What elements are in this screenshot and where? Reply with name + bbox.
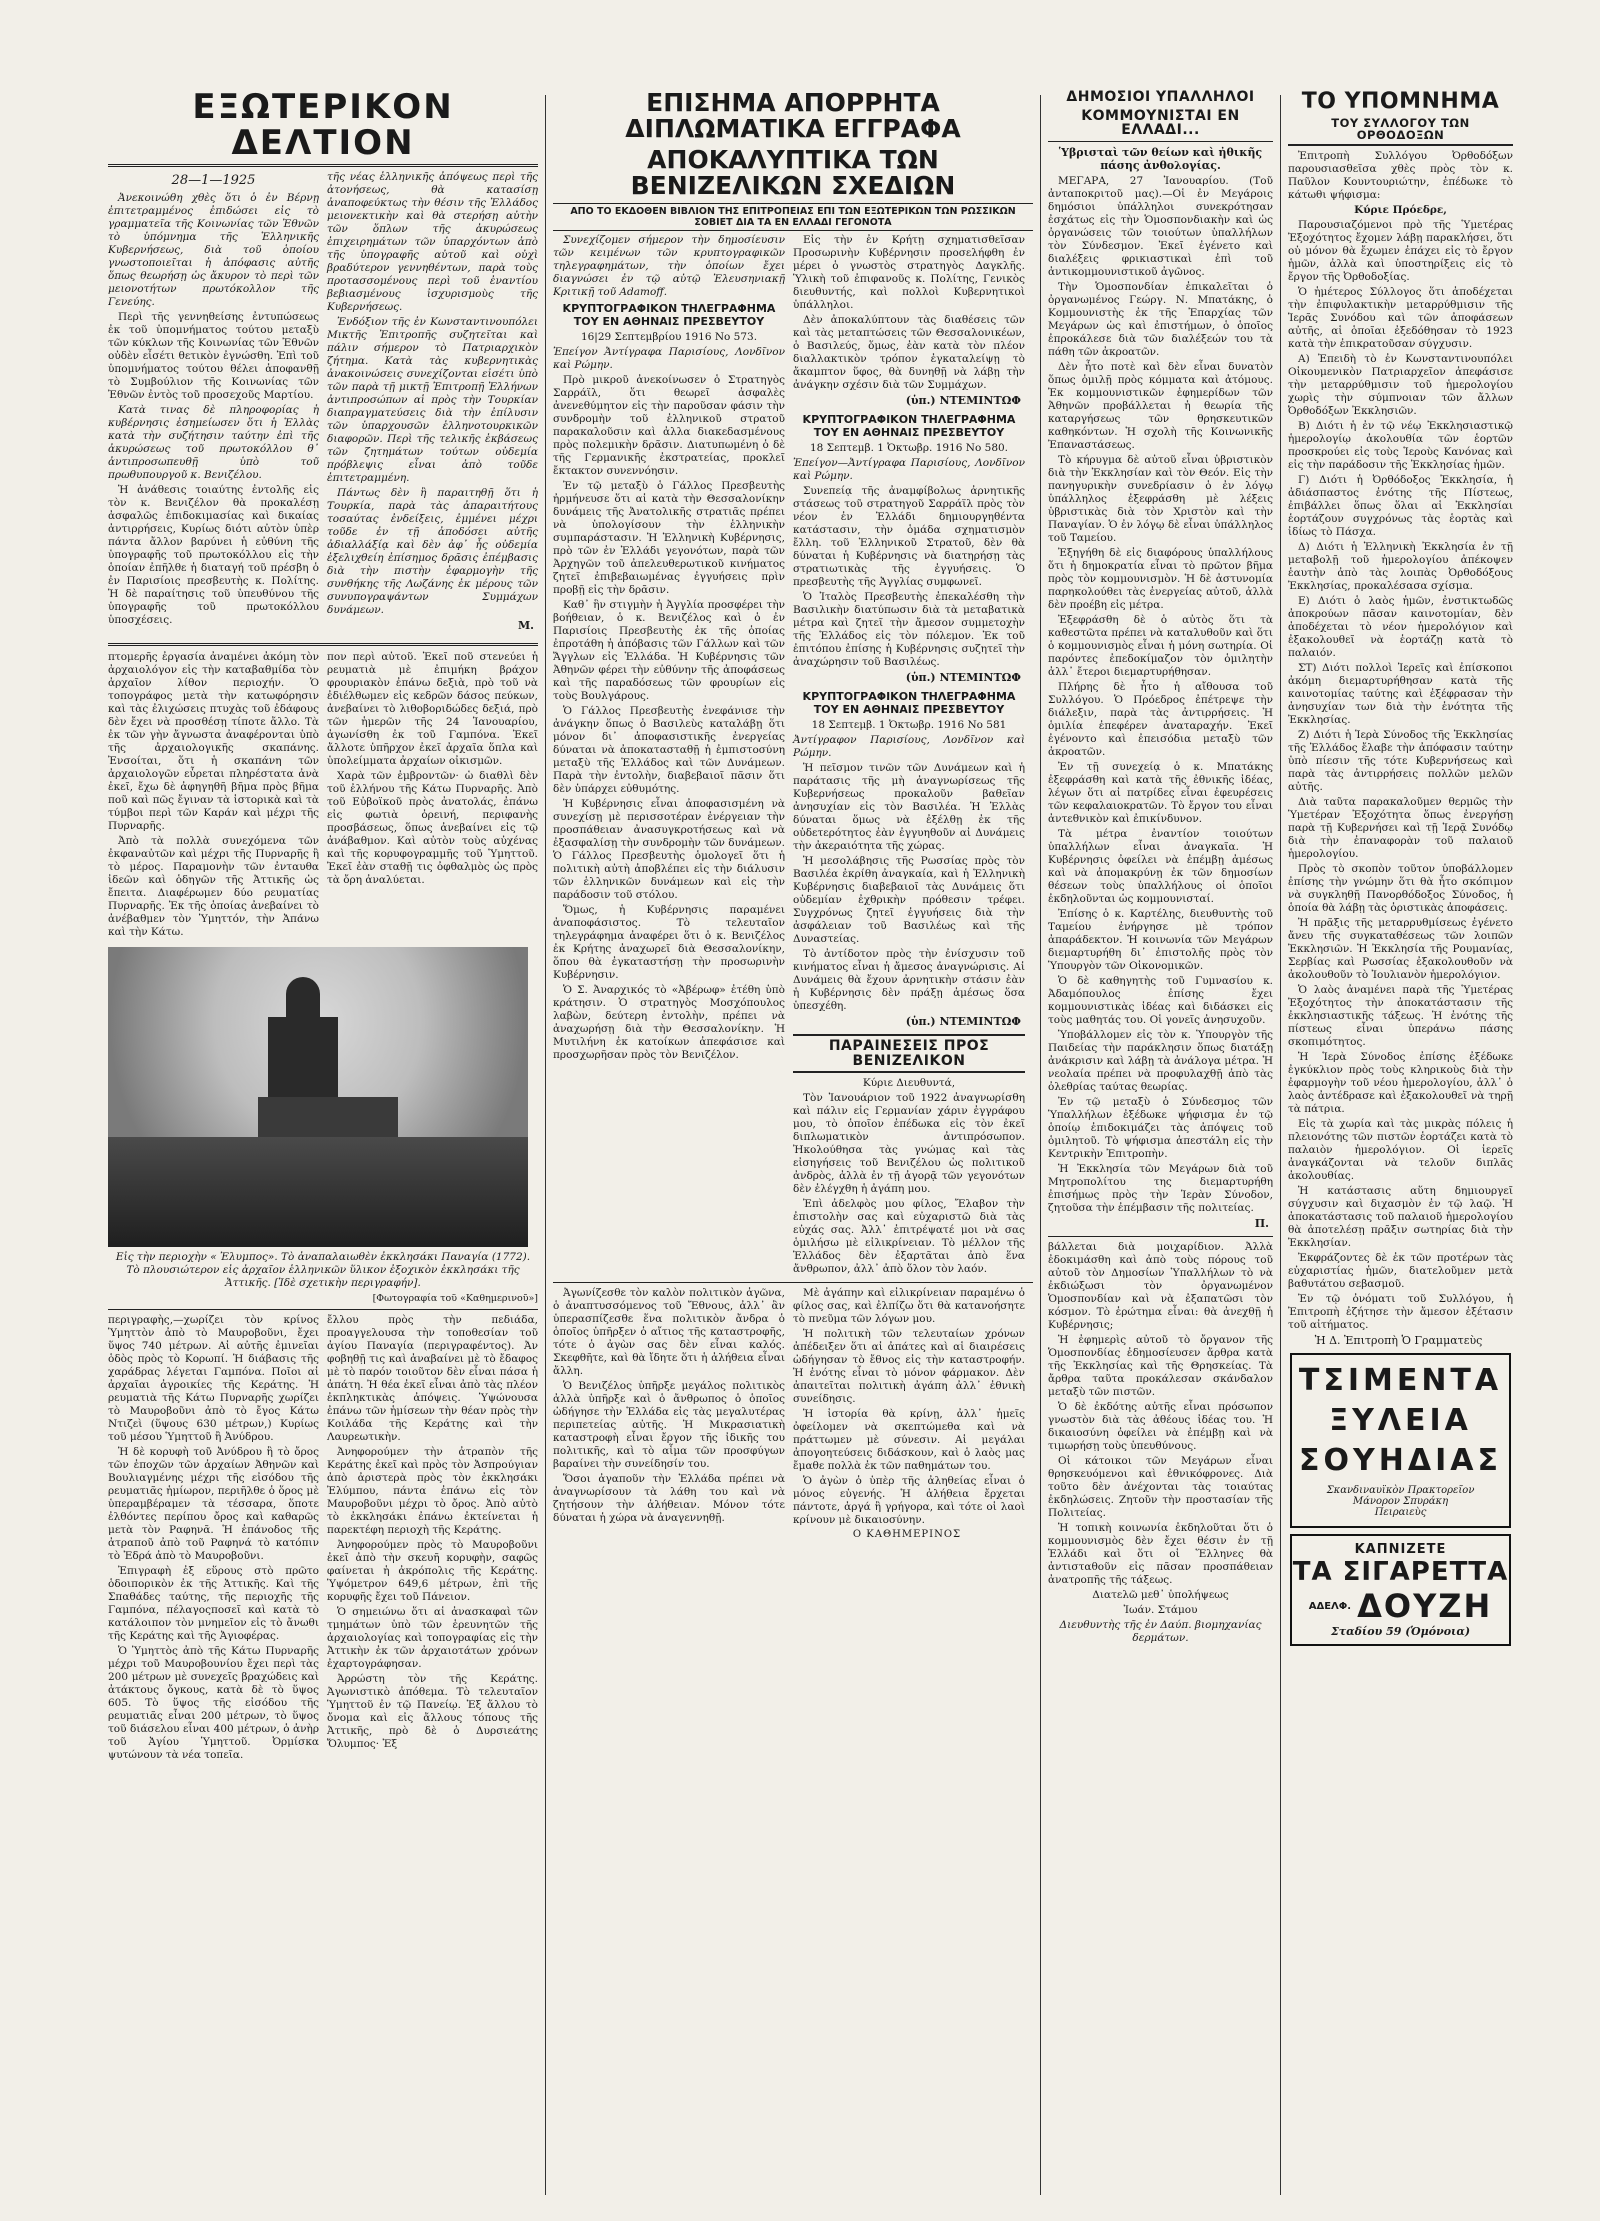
paragraph: πτομερῆς ἐργασία ἀναμένει ἀκόμη τὸν ἀρχαιολόγον εἰς τὴν καταβαθμίδα τὸν ἀρχαῖον λίθον περιοχήν. Ὁ τοπογράφος μετὰ τὴν κατωφόρησιν καὶ τὰς ἐλιχώσεις πτυχὰς τοῦ ἐδάφους δὲν ἔχει νὰ προσθέσῃ τίποτε ἄλλο. Τὰ ἐκ τῶν γὴν ἄγνωστα ἀναφέρονται ὑπὸ τῆς ἀρχαιολογικῆς σκαπάνης. Ἐνσοίται, ὅτι ἡ σκαπάνη τῶν ἀρχαιολογῶν εὗρεται πληρέστατα ἀνὰ ἐκεῖ, ἔχω δὲ ἀφηγηθῆ βῆμα πρὸς βῆμα ποῦ καὶ πῶς ἔγιναν τὰ ἱστορικὰ καὶ τὰ τύμβοι περὶ τῶν Καράν καὶ μέχρι τῆς Πυρναρῆς.: [108, 651, 319, 833]
signature-name: Ἰωάν. Στάμου: [1123, 1604, 1198, 1617]
paragraph: Ἡ Κυβέρνησις εἶναι ἀποφασισμένη νὰ συνεχίσῃ μὲ περισσοτέραν ἐνέργειαν τὴν προσπάθειαν ἀνασυγκροτήσεως καὶ νὰ ἐξασφαλίσῃ τὴν συνδρομὴν τῶν δυνάμεων. Ὁ Γάλλος Πρεσβευτὴς ὁμολογεῖ ὅτι ἡ πολιτικὴ αὐτὴ ἀποβλέπει εἰς τὴν διάλυσιν τῶν ἑλληνικῶν δυνάμεων καὶ εἰς τὴν παράδοσιν τοῦ στόλου.: [553, 798, 785, 901]
column-memorandum: [1288, 90, 1513, 1652]
paragraph: Διὰ ταῦτα παρακαλοῦμεν θερμῶς τὴν Ὑμετέραν Ἐξοχότητα ὅπως ἐνεργήσῃ παρὰ τῇ Κυβερνήσει καὶ τῇ Ἱερᾷ Συνόδῳ διὰ τὴν ἐπαναφορὰν τοῦ παλαιοῦ ἡμερολογίου.: [1288, 796, 1513, 861]
telegram-to: Ἀντίγραφον Παρισίους, Λονδῖνον καὶ Ρώμην.: [793, 734, 1025, 759]
paragraph: Ἡ μεσολάβησις τῆς Ρωσσίας πρὸς τὸν Βασιλέα ἐκρίθη ἀναγκαία, καὶ ἡ Ἑλληνικὴ Κυβέρνησις διαβεβαιοῖ τὰς Δυνάμεις ὅτι οὐδεμίαν ἐχθρικὴν πρόθεσιν τρέφει. Συγχρόνως ζητεῖ ἐγγυήσεις διὰ τὴν ἀσφάλειαν τοῦ Βασιλέως καὶ τῆς Δυναστείας.: [793, 855, 1025, 945]
paragraph: Ὁ ἡμέτερος Σύλλογος ὅτι ἀποδέχεται τὴν ἐπιφυλακτικὴν μεταρρύθμισιν τῆς Ἱερᾶς Συνόδου καὶ τῶν ἀποφάσεων αὐτῆς, αἱ ὁποῖαι ἐξεδόθησαν τὸ 1923 κατὰ τὴν ἐπικρατοῦσαν σύγχυσιν.: [1288, 286, 1513, 351]
paragraph: Ἐπίσης ὁ κ. Καρτέλης, διευθυντὴς τοῦ Ταμείου ἐνήργησε μὲ τρόπον ἀπαράδεκτον. Ἡ κοινωνία τῶν Μεγάρων διεμαρτυρήθη δι᾽ ἐπιστολῆς πρὸς τὸν Ὑπουργὸν τῶν Οἰκονομικῶν.: [1048, 908, 1273, 973]
ad-line: ΔΟΥΖΗ: [1357, 1587, 1493, 1626]
intro: Συνεχίζομεν σήμερον τὴν δημοσίευσιν τῶν κειμένων τῶν κρυπτογραφικῶν τηλεγραφημάτων, τὴν ὁποίων ἔχει διαγνώσει ἐν τῷ αὐτῷ Ἐλευσηνιακῇ Κριτικῇ τοῦ Adamoff.: [553, 234, 785, 298]
ad-sub: Σταδίου 59 (Ὁμόνοια): [1330, 1625, 1471, 1639]
ad-sub: Πειραιεὺς: [1374, 1507, 1427, 1519]
signature: (ὑπ.) ΝΤΕΜΙΝΤΩΦ: [905, 1015, 1021, 1028]
paragraph: Ἀγωνίζεσθε τὸν καλὸν πολιτικὸν ἀγῶνα, ὁ ἀναπτυσσόμενος τοῦ Ἔθνους, ἀλλ᾽ ἂν ὑπερασπίζεσθε ἕνα πολιτικὸν ἄνδρα ὁ ὁποῖος ὑπῆρξεν ὁ αἴτιος τῆς καταστροφῆς, τότε ὁ ἀγὼν σας δὲν εἶναι καλός. Σκεφθῆτε, καὶ θὰ ἴδητε ὅτι ἡ ἀλήθεια εἶναι ἄλλη.: [553, 1287, 785, 1378]
paragraph: Χαρὰ τῶν ἐμβροντῶν· ὡ διαθλὶ δὲν τοῦ ἐλλήνου τῆς Κάτω Πυρναρῆς. Ἀπὸ τοῦ Εὐβοϊκοῦ πρὸς ἀνατολάς, ἐπάνω εἰς φωτιὰ ὀρεινή, περιφανὴς προσβάσεως, ὅπως ἀνεβαίνει εἰς τῷ ἀνάβαθμον. Καὶ αὐτὸν τοὺς αὐχένας καὶ τῆς κορυφογραμμῆς τοῦ Ὑμηττοῦ. Ἐκεῖ ἐὰν σταθῇ τις ὀφθαλμὸς ὡς πρὸς τὰ ὄρη ἀναλύεται.: [327, 770, 538, 887]
telegram-date: 18 Σεπτεμβ. 1 Ὀκτωβρ. 1916 Νο 581: [811, 719, 1007, 731]
ad-line: ΞΥΛΕΙΑ: [1329, 1403, 1472, 1439]
paragraph: Ἐν τῇ συνεχείᾳ ὁ κ. Μπατάκης ἐξεφράσθη καὶ κατὰ τῆς ἐθνικῆς ἰδέας, λέγων ὅτι αἱ πατρίδες εἶναι ἐφευρέσεις τῶν κεφαλαιοκρατῶν. Τὸ ἔργον του εἶναι ἀντεθνικὸν καὶ ἐπικίνδυνον.: [1048, 761, 1273, 826]
trees: [108, 1137, 528, 1247]
paragraph: Ἐπιγραφὴ ἐξ εὕρους στὸ πρῶτο ὁδοιπορικὸν ἐκ τῆς Ἀττικῆς. Καὶ τῆς Σπαθάδες ταύτης, τῆς περιοχῆς τῆς Γαμπόνα, πέλαγοςποσεῖ καὶ κατὰ τὸ κατάλοιπον τὸν μνημεῖον εἰς τὸ ἄνωθι τῆς Κεράτης καὶ τῆς Ἀγιοφέρας.: [108, 1565, 319, 1643]
headline-diplomatic-1: ΕΠΙΣΗΜΑ ΑΠΟΡΡΗΤΑ ΔΙΠΛΩΜΑΤΙΚΑ ΕΓΓΡΑΦΑ: [625, 90, 961, 144]
paragraph: Ὁ δὲ ἐκδότης αὐτῆς εἶναι πρόσωπον γνωστὸν διὰ τὰς ἀθέους ἰδέας του. Ἡ δικαιοσύνη ὀφείλει νὰ ἐπέμβῃ καὶ νὰ τιμωρήσῃ τοὺς ὑπευθύνους.: [1048, 1401, 1273, 1453]
paragraph: Τὸ ἀντίδοτον πρὸς τὴν ἐνίσχυσιν τοῦ κινήματος εἶναι ἡ ἄμεσος ἀναγνώρισις. Αἱ Δυνάμεις θὰ ἔχουν ἀρνητικὴν στάσιν ἐὰν ἡ Κυβέρνησις δὲν πράξῃ ἀμέσως ὅσα ὑπεσχέθη.: [793, 948, 1025, 1012]
divider: [553, 1282, 1033, 1283]
ad-sub: Μάνορον Σπυράκη: [1352, 1496, 1449, 1508]
paragraph: Ἡ δὲ κορυφὴ τοῦ Ἀνύδρου ἢ τὸ ὄρος τῶν ἐποχῶν τῶν ἀρχαίων Ἀθηνῶν καὶ Βουλιαγμένης μέχρι τῆς εἰσόδου τῆς ρευματιᾶς ἡμίωρον, περιῆλθε ὁ ὅρος μὲ ὑπεραμβέραμεν τὰ τέσσαρα, ὅποτε ἐλθόντες περίπου ὄρος καὶ καθαρῶς μετὰ τὸν Ραφηνᾶ. Ἡ ἐπάνοδος τῆς ἀτραποῦ ἀπὸ τοῦ Ραφηνά τὸ κατόπιν τὸ Ἐδρά ἀπὸ τὸ Μαυροβοῦνι.: [108, 1446, 319, 1563]
paragraph: περιγραφὴς,—χωρίζει τὸν κρίνος Ὑμηττὸν ἀπὸ τὸ Μαυροβοῦνι, ἔχει ὕψος 740 μέτρων. Αἱ αὐτῆς ἐμινεῖαι ὁδὸς πρὸς τὸ Κορωπί. Ἡ διάβασις τῆς χαράδρας λέγεται Γαμπόνα. Ποῖοι αἱ ἀρχαῖαι ἀγροικίες τῆς Κεράτης. Ἡ ρευματιὰ τῆς Κάτω Πυρναρῆς χωρίζει τὸ Μαυροβοῦνι ἀπὸ τὸ ἔγος Κάτω Ντιζεὶ (ὕψους 630 μέτρων,) Κυρίως τοῦ μέσου Ὑμηττοῦ ἢ Ἀνύδρου.: [108, 1314, 319, 1444]
paragraph: Δὲν ἀποκαλύπτουν τὰς διαθέσεις τῶν καὶ τὰς μεταπτώσεις τῶν Θεσσαλονικέων, ὁ Βασιλεύς, ὅμως, ἐὰν κατὰ τὸν πλέον διαλλακτικὸν τρόπον ἐγκαταλείψῃ τὸ ἄκαμπτον ὕφος, θὰ δυνηθῇ νὰ λάβῃ τὴν ἀνάγκην σχέσιν διὰ τῶν Συμμάχων.: [793, 314, 1025, 391]
headline-memorandum-1: ΤΟ ΥΠΟΜΝΗΜΑ: [1301, 90, 1500, 114]
paragraph: Τὰ μέτρα ἐναντίον τοιούτων ὑπαλλήλων εἶναι ἀναγκαῖα. Ἡ Κυβέρνησις ὀφείλει νὰ ἐπέμβῃ ἀμέσως καὶ νὰ ἀπομακρύνῃ ἐκ τῶν δημοσίων θέσεων τοὺς ὑπαλλήλους οἱ ὁποῖοι ἐκδηλοῦνται ὡς κομμουνισταί.: [1048, 828, 1273, 906]
paragraph: Τὸν Ἰανουάριον τοῦ 1922 ἀναγνωρίσθη καὶ πάλιν εἰς Γερμανίαν χάριν ἐγγράφου μου, τὸ ὁποῖον ἐπέδωκα εἰς τὸν ἐκεῖ διπλωματικὸν ἀντιπρόσωπον. Ἠκολούθησα τὰς γνώμας καὶ τὰς εἰσηγήσεις τοῦ Βενιζέλου ὡς πολιτικοῦ ἀνδρὸς, ἀλλὰ ἐν τῇ ἀγορᾷ τῶν γεγονότων δὲν ἐλέγχθη ἡ ἀγάπη μου.: [793, 1092, 1025, 1196]
signature: (ὑπ.) ΝΤΕΜΙΝΤΩΦ: [905, 671, 1021, 684]
paragraph: Ζ) Διότι ἡ Ἱερὰ Σύνοδος τῆς Ἐκκλησίας τῆς Ἑλλάδος ἔλαβε τὴν ἀπόφασιν ταύτην ὑπὸ πίεσιν τῆς τότε Κυβερνήσεως καὶ παρὰ τὰς ἀντιρρήσεις πολλῶν μελῶν αὐτῆς.: [1288, 729, 1513, 794]
column-civil-servants: [1048, 90, 1273, 1647]
headline-civil-servants-1: ΔΗΜΟΣΙΟΙ ΥΠΑΛΛΗΛΟΙ: [1066, 90, 1255, 105]
paragraph: Δ) Διότι ἡ Ἑλληνικὴ Ἐκκλησία ἐν τῇ μεταβολῇ τοῦ ἡμερολογίου ἀπέκοψεν ἑαυτὴν ἀπὸ τὰς λοιπὰς Ὀρθοδόξους Ἐκκλησίας, προκαλέσασα σχίσμα.: [1288, 541, 1513, 593]
ad-line: ΚΑΠΝΙΖΕΤΕ: [1354, 1542, 1447, 1558]
paragraph: Τὴν Ὁμοσπονδίαν ἐπικαλεῖται ὁ ὀργανωμένος Γεώργ. Ν. Μπατάκης, ὁ Κομμουνιστὴς ἐκ τῆς Ἐπαρχίας τῶν Μεγάρων ὡς καὶ ἐπιστήμων, ὁ ὁποῖος ἐπροκάλεσε διὰ τῶν διαλέξεών του τὰ πάθη τῶν ἀκροατῶν.: [1048, 281, 1273, 359]
paragraph: Πρὸ μικροῦ ἀνεκοίνωσεν ὁ Στρατηγὸς Σαρράϊλ, ὅτι θεωρεῖ ἀσφαλὲς ἀνενεθύμητον εἰς τὴν παροῦσαν φάσιν τὴν συνδρομὴν τοῦ ἑλληνικοῦ στρατοῦ παρακαλοῦσιν καὶ ἀλλα διακεδασμένους πρὸς πολεμικὴν δρᾶσιν. Διατυπωμένη ὁ δὲ τῆς Γερμανικῆς ἐκστρατείας, προκλεῖ ἔκτακτον συνεννόησιν.: [553, 374, 785, 477]
paragraph: Ἡ ἐφημερὶς αὐτοῦ τὸ ὄργανον τῆς Ὁμοσπονδίας ἐδημοσίευσεν ἄρθρα κατὰ τῆς Ἐκκλησίας καὶ τῆς Θρησκείας. Τὰ ἄρθρα ταῦτα προκάλεσαν σκάνδαλον μεταξὺ τῶν πιστῶν.: [1048, 1334, 1273, 1399]
paragraph: Ἐξηγήθη δὲ εἰς διαφόρους ὑπαλλήλους ὅτι ἡ δημοκρατία εἶναι τὸ πρῶτον βῆμα πρὸς τὸν κομμουνισμὸν. Ἡ δὲ ἀστυνομία παρηκολούθει τὰς ἐνεργείας αὐτοῦ, ἀλλὰ δὲν προέβη εἰς μέτρα.: [1048, 547, 1273, 612]
paragraph: Ἀνηφορούμεν πρὸς τὸ Μαυροβοῦνι ἐκεῖ ἀπὸ τὴν σκευῆ κορυφὴν, σαφῶς φαίνεται ἡ ἀκρόπολις τῆς Κεράτης. Ὑψόμετρον 649,6 μέτρων, ἐπὶ τῆς κορυφῆς ἔχει τοῦ Πάνειον.: [327, 1539, 538, 1604]
paragraph: ΣΤ) Διότι πολλοὶ Ἱερεῖς καὶ ἐπίσκοποι ἀκόμη διεμαρτυρήθησαν κατὰ τῆς καινοτομίας ταύτης καὶ ἐξέφρασαν τὴν ἀνησυχίαν των διὰ τὴν ἑνότητα τῆς Ἐκκλησίας.: [1288, 662, 1513, 727]
ad-cement-timber: [1290, 1353, 1511, 1528]
paragraph: Ἐπιτροπὴ Συλλόγου Ὀρθοδόξων παρουσιασθεῖσα χθὲς πρὸς τὸν κ. Παῦλον Κουντουριώτην, ἐπέδωκε τὸ κάτωθι ψήφισμα:: [1288, 150, 1513, 202]
signature: Μ.: [517, 619, 534, 633]
paragraph: Ἐν τῷ μεταξὺ ὁ Γάλλος Πρεσβευτὴς ἠρμήνευσε ὅτι αἱ κατὰ τὴν Θεσσαλονίκην δυνάμεις τῆς Ἀνατολικῆς στρατιᾶς πρέπει νὰ ὑπολογίσουν τὴν ἑλληνικὴν συμπαράστασιν. Ἡ Ἑλληνικὴ Κυβέρνησις, πρὸ τῶν ἐν Ἑλλάδι γεγονότων, παρὰ τῶν Ἀρχηγῶν τοῦ ἀπελευθερωτικοῦ κινήματος ζητεῖ ἐπιβεβαιωμένας ἐγγυήσεις πρὶν προβῇ εἰς τὴν δρᾶσιν.: [553, 480, 785, 596]
ad-line: ΤΑ ΣΙΓΑΡΕΤΤΑ: [1292, 1557, 1509, 1588]
paragraph: Εἰς τὰ χωρία καὶ τὰς μικρὰς πόλεις ἡ πλειονότης τῶν πιστῶν ἑορτάζει κατὰ τὸ παλαιὸν ἡμερολόγιον. Οἱ ἱερεῖς ἀναγκάζονται νὰ τελοῦν διπλᾶς ἀκολουθίας.: [1288, 1118, 1513, 1183]
paragraph: Β) Διότι ἡ ἐν τῷ νέῳ Ἐκκλησιαστικῷ ἡμερολογίῳ ἀκολουθία τῶν ἑορτῶν προσκρούει εἰς τοὺς Ἱεροὺς Κανόνας καὶ εἰς τὴν παράδοσιν τῆς Ἐκκλησίας ἡμῶν.: [1288, 420, 1513, 472]
paragraph: Ἡ ἱστορία θὰ κρίνῃ, ἀλλ᾽ ἡμεῖς ὀφείλομεν νὰ σκεπτώμεθα καὶ νὰ πράττωμεν μὲ σύνεσιν. Αἱ μεγάλαι ἀπογοητεύσεις διδάσκουν, καὶ ὁ λαὸς μας ἔμαθε πολλὰ ἐκ τῶν παθημάτων του.: [793, 1408, 1025, 1473]
paragraph: Ὁ Σ. Ἀναρχικός τὸ «Ἀβέρωφ» ἐτέθη ὑπὸ κράτησιν. Ὁ στρατηγὸς Μοσχόπουλος λαβὼν, δεύτερη ἐντολὴν, πρέπει νὰ ἀναχωρήσῃ διὰ τὴν Θεσσαλονίκην. Ἡ Μυτιλήνη ἐκ κατοίκων ἀπεφάσισε καὶ προσχωρῆσαν πρὸς τὸν Βενιζέλον.: [553, 984, 785, 1061]
paragraph: Ἡ τοπικὴ κοινωνία ἐκδηλοῦται ὅτι ὁ κομμουνισμὸς δὲν ἔχει θέσιν ἐν τῇ Ἑλλάδι καὶ ὅτι οἱ Ἕλληνες θὰ ἀντισταθοῦν εἰς πᾶσαν προσπάθειαν ἀνατροπῆς τῆς τάξεως.: [1048, 1522, 1273, 1587]
paragraph: Ἡ πολιτικὴ τῶν τελευταίων χρόνων ἀπέδειξεν ὅτι αἱ ἀπάτες καὶ αἱ διαιρέσεις ὠδήγησαν τὸ ἔθνος εἰς τὴν καταστροφήν. Ἡ ἐνότης εἶναι τὸ μόνον φάρμακον. Δὲν ἀπαιτεῖται πολιτικὴ ἀγάπη ἀλλ᾽ ἐθνικὴ συνείδησις.: [793, 1328, 1025, 1406]
paragraph: Ἡ πεῖσμον τινῶν τῶν Δυνάμεων καὶ ἡ παράτασις τῆς μὴ ἀναγνωρίσεως τῆς Κυβερνήσεως προκαλοῦν βαθεῖαν ἀνησυχίαν εἰς τὸν Βασιλέα. Ἡ Ἑλλὰς δύναται ὅμως νὰ ἐξέλθῃ ἐκ τῆς οὐδετερότητος ἐὰν ἐγγυηθοῦν αἱ Δυνάμεις τὴν ἀκεραιότητα τῆς χώρας.: [793, 762, 1025, 852]
paragraph: Πλήρης δὲ ἦτο ἡ αἴθουσα τοῦ Συλλόγου. Ὁ Πρόεδρος ἐπέτρεψε τὴν διάλεξιν, παρὰ τὰς ἀντιρρήσεις. Ἡ ὁμιλία ἐπεφέρεν ἀναταραχήν. Ἐκεῖ ἐγένοντο καὶ ἐπεισόδια μεταξὺ τῶν ἀκροατῶν.: [1048, 681, 1273, 759]
paragraph: Ἐκφράζοντες δὲ ἐκ τῶν προτέρων τὰς εὐχαριστίας ἡμῶν, διατελοῦμεν μετὰ βαθυτάτου σεβασμοῦ.: [1288, 1252, 1513, 1291]
signature: Ο ΚΑΘΗΜΕΡΙΝΟΣ: [852, 1529, 962, 1541]
paragraph: τῆς νέας ἑλληνικῆς ἀπόψεως περὶ τῆς ἀτονήσεως, θὰ κατασίσῃ ἀναποφεύκτως τὴν θέσιν τῆς Ἑλλάδος μειονεκτικὴν καὶ θὰ στερήσῃ αὐτὴν τῶν ὅπλων τῆς ἀκυρώσεως ἐπιχειρημάτων τῶν ὑπαρχόντων ἀπὸ τῆς ὑπογραφῆς αὐτοῦ καὶ οὐχὶ βραδύτερον γεννηθέντων, παρὰ τοὺς προτασσομένους περὶ τοῦ ἐναντίου βεβιασμένους ἰσχυρισμοὺς τῆς Κυβερνήσεως.: [327, 171, 538, 314]
column-external-bulletin: [108, 90, 538, 1764]
divider: [1048, 1236, 1273, 1237]
paragraph: Ὁ Ἰταλὸς Πρεσβευτὴς ἐπεκαλέσθη τὴν Βασιλικὴν διατύπωσιν διὰ τὰ μεταβατικὰ μέτρα καὶ ζητεῖ τὴν ἄμεσον συμμετοχὴν τῆς Ἑλλάδος εἰς τὸν πόλεμον. Ἐκ τοῦ ἐπιτόπου ἐπίσης ἡ Κυβέρνησις συζητεῖ τὴν ἀναχώρησιν τοῦ Βασιλέως.: [793, 591, 1025, 668]
paragraph: Ὁ ἀγὼν ὁ ὑπὲρ τῆς ἀληθείας εἶναι ὁ μόνος εὐγενής. Ἡ ἀλήθεια ἔρχεται πάντοτε, ἀργά ἢ γρήγορα, καὶ τότε οἱ λαοὶ κρίνουν μὲ δικαιοσύνην.: [793, 1475, 1025, 1527]
paragraph: Εἰς τὴν ἐν Κρήτῃ σχηματισθεῖσαν Προσωρινὴν Κυβέρνησιν προσελήφθη ἐν μέρει ὁ γνωστὸς στρατηγὸς Δαγκλῆς. Ὑλικὴ τοῦ ἐπιφανοῦς κ. Πολίτης, Γενικὸς διευθυντής, καὶ πολλοὶ Κυβερνητικοὶ ὑπάλληλοι.: [793, 234, 1025, 311]
column-diplomatic-documents: [553, 90, 1033, 1546]
signature-title: Διευθυντὴς τῆς ἐν Δαύπ. βιομηχανίας δερμάτων.: [1059, 1619, 1262, 1645]
ad-sub: Σκανδιναυϊκὸν Πρακτορεῖον: [1326, 1485, 1475, 1497]
paragraph: Διατελῶ μεθ᾽ ὑπολήψεως: [1092, 1589, 1229, 1602]
paragraph: Τὸ κήρυγμα δὲ αὐτοῦ εἶναι ὑβριστικὸν διὰ τὴν Ἐκκλησίαν καὶ τὸν Θεόν. Εἰς τὴν πανηγυρικὴν συνεδρίασιν ὁ ἐν λόγῳ ὑπάλληλος ἐξεφράσθη μὲ λέξεις ὑβριστικὰς διὰ τὸν Χριστὸν καὶ τὴν Παναγίαν. Ὁ ἐν λόγῳ δὲ εἶναι ὑπάλληλος τοῦ Ταμείου.: [1048, 454, 1273, 545]
ad-cigarettes: [1290, 1534, 1511, 1646]
paragraph: Ὑποβάλλομεν εἰς τὸν κ. Ὑπουργὸν τῆς Παιδείας τὴν παράκλησιν ὅπως διατάξῃ ἀνάκρισιν καὶ λάβῃ τὰ ἀνάλογα μέτρα. Ἡ νεολαία πρέπει νὰ προφυλαχθῇ ἀπὸ τὰς ὀλεθρίας ταύτας θεωρίας.: [1048, 1029, 1273, 1094]
column-rule: [1280, 95, 1281, 2195]
paragraph: Κύριε Πρόεδρε,: [1354, 204, 1447, 217]
paragraph: Ὁ Ὑμηττὸς ἀπὸ τῆς Κάτω Πυρναρῆς μέχρι τοῦ Μαυροβουνίου ἔχει περὶ τὰς 200 μέτρων μὲ συνεχεῖς βραχώδεις καὶ ἀτάκτους ὄγκους, κατὰ δὲ τὸ ὕψος 605. Τὸ ὕψος τῆς εἰσόδου τῆς ρευματιᾶς εἶναι 200 μέτρων, τὸ ὕψος τοῦ διάσελου εἶναι 400 μέτρων, ὁ ἀνὴρ τοῦ Ἀγίου Ὑμηττοῦ. Ὀρμίσκα ψυτώνουν τὰ νέα τοπεῖα.: [108, 1645, 319, 1762]
church-photo: [108, 947, 528, 1247]
column-rule: [1040, 95, 1041, 2195]
paragraph: Ἐν τῷ ὀνόματι τοῦ Συλλόγου, ἡ Ἐπιτροπὴ ἐζήτησε τὴν ἄμεσον ἐξέτασιν τοῦ αἰτήματος.: [1288, 1293, 1513, 1332]
paragraph: βάλλεται διὰ μοιχαρίδιον. Ἀλλὰ ἐδοκιμάσθη καὶ ἀπὸ τοὺς πόρους τοῦ αὐτοῦ τὸν Δημοσίων Ὑπαλλήλων τὸ νὰ ἐκδιώξωσι τὸν ὀργανωμένον Ὁμοσπονδίαν καὶ νὰ ἐξαπατῶσι τὸν κόσμον. Τὸ ἐρώτημα εἶναι: θὰ ἀνεχθῇ ἡ Κυβέρνησις;: [1048, 1241, 1273, 1332]
paragraph: Οἱ κάτοικοι τῶν Μεγάρων εἶναι θρησκευόμενοι καὶ ἐθνικόφρονες. Διὰ τοῦτο δὲν ἀνέχονται τὰς τοιαύτας ἐκδηλώσεις. Ζητοῦν τὴν προστασίαν τῆς Πολιτείας.: [1048, 1455, 1273, 1520]
paragraph: Πάντως δὲν ἢ παραιτηθῇ ὅτι ἡ Τουρκία, παρὰ τὰς ἀπαραιτήτους τοσαύτας ἐνδείξεις, ἐμμένει μέχρι τοῦδε ἐν τῇ ἀποδόσει αὐτῆς ἀδιαλλάξίᾳ καὶ δὲν ἀφ᾽ ἧς οὐδεμία ἐξελιχθείη ἐπίσημος δρᾶσις ἐπέμβασις διὰ τὴν πιστὴν ἐφαρμογὴν τῆς συνθήκης τῆς Λωζάνης ἐκ μέρους τῶν συνυπογραψάντων Συμμάχων δυνάμεων.: [327, 487, 538, 617]
paragraph: Μὲ ἀγάπην καὶ εἰλικρίνειαν παραμένω ὁ φίλος σας, καὶ ἐλπίζω ὅτι θὰ κατανοήσητε τὸ πνεῦμα τῶν λόγων μου.: [793, 1287, 1025, 1326]
paragraph: ἔλλου πρὸς τὴν πεδιάδα, προαγγελουσα τὴν τοποθεσίαν τοῦ ἀγίου Παναγία (περιγραφέντος). Ἀν φοβηθῇ τις καὶ ἀναβαίνει μὲ τὸ ἔδαφος μὲ τὸ παρόν τοιοῦτον δὲν εἶναι πάσα ἡ ἀπάτη. Ἠ θέα ἐκεῖ εἶναι ἀπὸ τὰς πλέον ἐκπληκτικὰς ἀπόψεις. Ὑψώνουσα ἐπάνω τῶν ἡμίσεων τὴν θέαν πρὸς τὴν Κοιλάδα τῆς Κεράτης καὶ τὴν Λαυρεωτικὴν.: [327, 1314, 538, 1444]
paragraph: Ἀνηφορούμεν τὴν ἀτραπὸν τῆς Κεράτης ἐκεῖ καὶ πρὸς τὸν Ἀσπρούγιαν ἀπὸ ἀριστερὰ πρὸς τὸν ἐκκλησάκι Ἐλύμπου, πάντα ἐπάνω εἰς τὸν Μαυροβοῦνι μέχρι τὸ ὄρος. Ἀπὸ αὐτὸ τὸ ἐκκλησάκι ἐπάνω ἐκτείνεται ἡ παρεκτέφη περιοχὴ τῆς Κεράτης.: [327, 1446, 538, 1537]
paragraph: Ὅμως, ἡ Κυβέρνησις παραμένει ἀναποφάσιστος. Τὸ τελευταῖον τηλεγράφημα ἀναφέρει ὅτι ὁ κ. Βενιζέλος ἐκ Κρήτης ἀναχωρεῖ διὰ Θεσσαλονίκην, ὅπου θὰ ἐγκαταστήσῃ τὴν προσωρινὴν Κυβέρνησιν.: [553, 904, 785, 981]
paragraph: Ἐνδόξιον τῆς ἐν Κωνσταντινουπόλει Μικτῆς Ἐπιτροπῆς συζητεῖται καὶ πάλιν σήμερον τὸ Πατριαρχικὸν ζήτημα. Κατὰ τὰς κυβερνητικὰς ἀνακοινώσεις συνεχίζονται εἰσέτι ὑπὸ τῶν παρὰ τῇ μικτῇ Ἐπιτροπῇ Ἑλλήνων ἀντιπροσώπων αἱ πρὸς τὴν Τουρκίαν διαπραγματεύσεις διὰ τὴν ἐπίλυσιν τῶν ὑπαρχουσῶν ἑλληνοτουρκικῶν διαφορῶν. Περὶ τῆς τελικῆς ἐκβάσεως τῶν ζητημάτων τούτων οὐδεμία πρόβλεψις εἶναι ἀπὸ τοῦδε ἐπιτετραμμένη.: [327, 316, 538, 485]
paragraph: Ἀνεκοινώθη χθὲς ὅτι ὁ ἐν Βέρνῃ ἐπιτετραμμένος ἐπιδώσει εἰς τὸ γραμματεῖα τῆς Κοινωνίας τῶν Ἐθνῶν τὸ ὑπόμνημα τῆς Ἑλληνικῆς Κυβερνήσεως, διὰ τοῦ ὁποίου γνωστοποιεῖται ἡ ἀπόφασις αὐτῆς ὅπως θεωρήσῃ ὡς ἄκυρον τὸ περὶ τῶν μειονοτήτων πρωτόκολλον τῆς Γενεύης.: [108, 192, 319, 309]
signature: (ὑπ.) ΝΤΕΜΙΝΤΩΦ: [905, 394, 1021, 407]
ad-line: ΑΔΕΛΦ.: [1308, 1600, 1352, 1612]
paragraph: Ὁ Βενιζέλος ὑπῆρξε μεγάλος πολιτικὸς ἀλλὰ ὑπῆρξε καὶ ὁ ἄνθρωπος ὁ ὁποῖος ὠδήγησε τὴν Ἑλλάδα εἰς τὰς μεγαλυτέρας περιπετείας αὐτῆς. Ἡ Μικρασιατικὴ καταστροφὴ εἶναι ἔργον τῆς ἰδικῆς του πολιτικῆς, καὶ τὸ αἷμα τῶν προσφύγων βαραίνει τὴν συνείδησίν του.: [553, 1380, 785, 1471]
subheadline: Ὑβρισταὶ τῶν θείων καὶ ἠθικῆς πάσης ἀνθολογίας.: [1058, 146, 1263, 173]
paragraph: Ὁ Γάλλος Πρεσβευτὴς ἐνεφάνισε τὴν ἀνάγκην ὅπως ὁ Βασιλεὺς καταλάβῃ ὅτι μόνον δι᾽ ἀποφασιστικῆς ἐνεργείας δύναται νὰ ἀποκατασταθῇ ἡ ἐμπιστοσύνη μεταξὺ τῆς Ἑλλάδος καὶ τῶν Δυνάμεων. Παρὰ τὴν ἐντολὴν, διαβεβαιοῖ πᾶσιν ὅτι δὲν ὑπάρχει εὐθυμότης.: [553, 705, 785, 795]
paragraph: Ἐξεφράσθη δὲ ὁ αὐτὸς ὅτι τὰ καθεστῶτα πρέπει νὰ καταλυθοῦν καὶ ὅτι ὁ κομμουνισμὸς εἶναι ἡ μόνη σωτηρία. Οἱ παρόντες ἐπεδοκίμαζον τὸν ὁμιλητὴν ἀλλ᾽ ἔτεροι διεμαρτυρήθησαν.: [1048, 614, 1273, 679]
paragraph: Ἡ κατάστασις αὕτη δημιουργεῖ σύγχυσιν καὶ διχασμὸν ἐν τῷ λαῷ. Ἡ ἀποκατάστασις τοῦ παλαιοῦ ἡμερολογίου θὰ ἀποτελέσῃ πρᾶξιν σωτηρίας διὰ τὴν Ἐκκλησίαν.: [1288, 1185, 1513, 1250]
paragraph: πον περὶ αὐτοῦ. Ἐκεῖ ποῦ στενεύει ἡ ρευματιὰ μὲ ἐπιμήκη βράχον φρουριακὸν ἐπάνω δεξιὰ, πρὸ τοῦ νὰ ἐδιέλθωμεν εἰς κεδρῶν δάσος πεύκων, ἀνεβαίνει τὸ λιθοβοριδώδες δεξιά, πρὸ τῶν ἡμερῶν τῆς 24 Ἰανουαρίου, ἀγωνίσθη ἐκ τοῦ Γαμπόνα. Ἐκεῖ ἄλλοτε ὑπῆρχον ἐκεῖ ἀρχαῖα ὅπλα καὶ ὑπολείμματα ἀρχαίων οἰκισμῶν.: [327, 651, 538, 768]
telegram-heading: ΚΡΥΠΤΟΓΡΑΦΙΚΟΝ ΤΗΛΕΓΡΑΦΗΜΑ ΤΟΥ ΕΝ ΑΘΗΝΑΙΣ ΠΡΕΣΒΕΥΤΟΥ: [802, 413, 1016, 439]
telegram-to: Ἐπείγον—Ἀντίγραφα Παρισίους, Λονδῖνον καὶ Ρώμην.: [793, 457, 1025, 482]
paragraph: Κατὰ τινας δὲ πληροφορίας ἡ κυβέρνησις ἐσημείωσεν ὅτι ἡ Ἑλλὰς κατὰ τὴν συζήτησιν ταύτην ἐπὶ τῆς ἀκυρώσεως τοῦ πρωτοκόλλου θ᾽ ἀντιπροσωπευθῇ ὑπὸ τοῦ πρωθυπουργοῦ κ. Βενιζέλου.: [108, 404, 319, 482]
headline-external-bulletin: ΕΞΩΤΕΡΙΚΟΝ ΔΕΛΤΙΟΝ: [108, 90, 538, 167]
paragraph: Παρουσιαζόμενοι πρὸ τῆς Ὑμετέρας Ἐξοχότητος ἔχομεν λάβῃ παρακλήσει, ὅτι οὐ μόνον θὰ ἔχωμεν ἐπάχει εἰς τὸ ἔργον ἡμῶν, ἀλλὰ καὶ ὑποστηρίξεις εἰς τὸ ἔργον τῆς Ὀρθοδοξίας.: [1288, 219, 1513, 284]
paragraph: Καθ᾽ ἣν στιγμὴν ἡ Ἀγγλία προσφέρει τὴν βοήθειαν, ὁ κ. Βενιζέλος καὶ ὁ ἐν Παρισίοις Πρεσβευτὴς ἐκ τῆς ὁποίας ἐπροτάθη ἡ ἀπόβασις τῶν Γάλλων καὶ τῶν Ἄγγλων εἰς Ἑλλάδα. Ἡ Κυβέρνησις τῶν Ἀθηνῶν φέρει τὴν εὐθύνην τῆς ἀποφάσεως καὶ τῆς παραδόσεως τῶν φρουρίων εἰς τοὺς Βουλγάρους.: [553, 599, 785, 702]
paragraph: Α) Ἐπειδὴ τὸ ἐν Κωνσταντινουπόλει Οἰκουμενικὸν Πατριαρχεῖον ἀπεφάσισε τὴν μεταρρύθμισιν τοῦ ἡμερολογίου χωρὶς τὴν σύμπνοιαν τῶν ἄλλων Ὀρθοδόξων Ἐκκλησιῶν.: [1288, 353, 1513, 418]
telegram-heading: ΚΡΥΠΤΟΓΡΑΦΙΚΟΝ ΤΗΛΕΓΡΑΦΗΜΑ ΤΟΥ ΕΝ ΑΘΗΝΑΙΣ ΠΡΕΣΒΕΥΤΟΥ: [802, 690, 1016, 716]
divider: [108, 643, 538, 646]
paragraph: Ἀπὸ τὰ πολλὰ συνεχόμενα τῶν ἐκφαναὐτῶν καὶ μέχρι τῆς Πυρναρῆς ἢ τὸ μέρος. Παραμονὴν τῶν ἐνταυθα ἰδεῶν καὶ ὁδηγῶν τῆς Ἀττικῆς ὡς ἔπειτα. Διαφέρωμεν δύο ρευματίας Πυρναρῆς. Ἐκ τῆς ὁποίας ἀνεβαίνει τὸ ἀνέβαθμεν τὸν Ὑμηττόν, τὴν Ἀπάνω καὶ τὴν Κάτω.: [108, 835, 319, 939]
headline-advice: ΠΑΡΑΙΝΕΣΕΙΣ ΠΡΟΣ ΒΕΝΙΖΕΛΙΚΟΝ: [793, 1034, 1025, 1073]
paragraph: Ὁ σημειώνω ὅτι αἱ ἀνασκαφαὶ τῶν τμημάτων ὑπὸ τῶν ἑρευνητῶν τῆς ἀρχαιολογίας καὶ τοπογραφίας εἰς τὴν Ἀττικὴν ἐκ τῶν ἀρχαιοτάτων χρόνων ἐχαρτογράφησαν.: [327, 1606, 538, 1671]
headline-memorandum-2: ΤΟΥ ΣΥΛΛΟΓΟΥ ΤΩΝ ΟΡΘΟΔΟΞΩΝ: [1288, 117, 1513, 146]
ad-line: ΣΟΥΗΔΙΑΣ: [1299, 1443, 1502, 1479]
paragraph: Ἀρρώστη τὸν τῆς Κεράτης. Ἀγωνιστικὸ ἀπόθεμα. Τὸ τελευταῖον Ὑμηττοῦ ἐν τῷ Πανείῳ. Ἐξ ἄλλου τὸ ὄνομα καὶ εἰς ἄλλους τόπους τῆς Ἀττικῆς, πρὸ δὲ ὁ Δυρσιεάτης Ὄλυμπος· Ἐξ: [327, 1673, 538, 1751]
paragraph: Ἡ Ἐκκλησία τῶν Μεγάρων διὰ τοῦ Μητροπολίτου της διεμαρτυρήθη ἐπισήμως πρὸς τὴν Ἱερὰν Σύνοδον, ζητοῦσα τὴν ἐπέμβασιν τῆς πολιτείας.: [1048, 1163, 1273, 1215]
signature: Ἡ Δ. Ἐπιτροπὴ Ὁ Γραμματεὺς: [1314, 1334, 1483, 1348]
telegram-to: Ἐπείγον Ἀντίγραφα Παρισίους, Λονδῖνον καὶ Ρώμην.: [553, 346, 785, 371]
headline-civil-servants-2: ΚΟΜΜΟΥΝΙΣΤΑΙ ΕΝ ΕΛΛΑΔΙ...: [1048, 109, 1273, 142]
paragraph: Ἡ ἀνάθεσις τοιαύτης ἐντολῆς εἰς τὸν κ. Βενιζέλον θὰ προκαλέσῃ ἀσφαλῶς ἐπιδοκιμασίας καὶ δικαίας ἀντιρρήσεις, Κυρίως διότι αὐτὸν ὑπὲρ πάντα ἄλλον βαρύνει ἡ εὐθύνη τῆς ὑπογραφῆς τοῦ πρωτοκόλλου εἰς τὴν ὁποίαν ἐπῆλθε ἡ διαταγή τοῦ πρέσβη ὁ ἐν Παρισίοις πρεσβευτὴς κ. Πολίτης. Ἡ δὲ παραίτησις τοῦ ὑπευθύνου τῆς ὑπογραφῆς τοῦ πρωτοκόλλου ὑποσχέσεις.: [108, 484, 319, 627]
telegram-date: 18 Σεπτεμβ. 1 Ὀκτωβρ. 1916 Νο 580.: [809, 442, 1009, 454]
paragraph: Ὅσοι ἀγαποῦν τὴν Ἑλλάδα πρέπει νὰ ἀναγνωρίσουν τὰ λάθη του καὶ νὰ ζητήσουν τὴν ἀλήθειαν. Μόνον τότε δύναται ἡ χώρα νὰ ἀναγεννηθῇ.: [553, 1473, 785, 1525]
paragraph: Γ) Διότι ἡ Ὀρθόδοξος Ἐκκλησία, ἡ ἀδιάσπαστος ἑνότης τῆς Πίστεως, ἐπιβάλλει ὅπως ὅλαι αἱ Ἐκκλησίαι ἑορτάζουν συγχρόνως τὰς ἑορτὰς καὶ ἰδίως τὸ Πάσχα.: [1288, 474, 1513, 539]
divider: [108, 1309, 538, 1310]
photo-credit: [Φωτογραφία τοῦ «Καθημερινοῦ»]: [372, 1293, 538, 1305]
photo-caption: Εἰς τὴν περιοχὴν « Ἐλυμπος». Τὸ ἀναπαλαιωθὲν ἐκκλησάκι Παναγία (1772). Τὸ πλουσιώτερον εἰς ἀρχαῖον ἑλληνικῶν ὕλικον ἐξοχικὸν ἐκκλησάκι τῆς Ἀττικῆς. [Ἰδὲ σχετικὴν περιγραφήν].: [115, 1251, 531, 1290]
paragraph: Ἡ Ἱερὰ Σύνοδος ἐπίσης ἐξέδωκε ἐγκύκλιον πρὸς τοὺς κληρικοὺς διὰ τὴν ἐφαρμογὴν τοῦ νέου ἡμερολογίου, ἀλλ᾽ ὁ λαὸς ἀντέδρασε καὶ ἐξακολουθεῖ νὰ τηρῇ τὰ πάτρια.: [1288, 1051, 1513, 1116]
paragraph: Ἡ πρᾶξις τῆς μεταρρυθμίσεως ἐγένετο ἄνευ τῆς συγκαταθέσεως τῶν λοιπῶν Ἐκκλησιῶν. Ἡ Ἐκκλησία τῆς Ρουμανίας, Σερβίας καὶ Ρωσσίας ἐξακολουθοῦν νὰ ἀκολουθοῦν τὸ Ἰουλιανὸν ἡμερολόγιον.: [1288, 917, 1513, 982]
paragraph: Δὲν ἦτο ποτὲ καὶ δὲν εἶναι δυνατὸν ὅπως ὁμιλῇ πρὸς κόμματα καὶ ἀτόμους. Ἐκ κομμουνιστικῶν ἐφημερίδων τῶν Ἀθηνῶν προβάλλεται ἡ θεωρία τῆς καταργήσεως τῶν θρησκευτικῶν καθηκόντων. Ἡ σχολὴ τῆς Κοινωνικῆς Ἐπαναστάσεως.: [1048, 361, 1273, 452]
paragraph: Ἐν τῷ μεταξὺ ὁ Σύνδεσμος τῶν Ὑπαλλήλων ἐξέδωκε ψήφισμα ἐν τῷ ὁποίῳ ἐπιδοκιμάζει τὰς ἀπόψεις τοῦ ὁμιλητοῦ. Τὸ ψήφισμα ἀπεστάλη εἰς τὴν Κεντρικὴν Ἐπιτροπὴν.: [1048, 1096, 1273, 1161]
ad-line: ΤΣΙΜΕΝΤΑ: [1298, 1363, 1503, 1399]
headline-diplomatic-2: ΑΠΟΚΑΛΥΠΤΙΚΑ ΤΩΝ ΒΕΝΙΖΕΛΙΚΩΝ ΣΧΕΔΙΩΝ: [630, 144, 956, 200]
column-rule: [545, 95, 546, 2195]
paragraph: Συνεπείᾳ τῆς ἀναμφίβολως ἀρνητικῆς στάσεως τοῦ στρατηγοῦ Σαρράϊλ πρὸς τὸν νέον ἐν Ἑλλάδι δημιουργηθέντα κατάστασιν, τὴν ὁμάδα σχηματισμὸν ἔλλη. τοῦ Ἑλληνικοῦ Στρατοῦ, δὲν θὰ δύναται ἡ Κυβέρνησις νὰ διατηρήσῃ τὰς στρατιωτικὰς τῆς ἐγγυήσεις. Ὁ πρεσβευτὴς τῆς Ἀγγλίας συμφωνεῖ.: [793, 485, 1025, 588]
paragraph: Πρὸς τὸ σκοπὸν τοῦτον ὑποβάλλομεν ἐπίσης τὴν γνώμην ὅτι θὰ ἦτο σκόπιμον νὰ συγκληθῇ Πανορθόδοξος Σύνοδος, ἡ ὁποία θὰ λάβῃ τὰς ὁριστικὰς ἀποφάσεις.: [1288, 863, 1513, 915]
subheadline: ΑΠΟ ΤΟ ΕΚΔΟΘΕΝ ΒΙΒΛΙΟΝ ΤΗΣ ΕΠΙΤΡΟΠΕΙΑΣ ΕΠΙ ΤΩΝ ΕΞΩΤΕΡΙΚΩΝ ΤΩΝ ΡΩΣΣΙΚΩΝ ΣΟΒΙΕΤ ΔΙΑ ΤΑ ΕΝ ΕΛΛΑΔΙ ΓΕΓΟΝΟΤΑ: [553, 203, 1033, 231]
paragraph: ΜΕΓΑΡΑ, 27 Ἰανουαρίου. (Τοῦ ἀνταποκριτοῦ μας).—Οἱ ἐν Μεγάροις δημόσιοι ὑπάλληλοι συνεκρότησαν ἐσχάτως εἰς τὴν Ὁμοσπονδιακὴν καὶ ὡς ὀργανώσεις τῶν τοιούτων ὑπαλλήλων τὸν Σύνδεσμον. Ἐκεῖ ἐγένετο καὶ διαλέξεις φρικιαστικαὶ ἐπὶ τοῦ ἀντικομμουνιστικοῦ ἀγῶνος.: [1048, 175, 1273, 279]
paragraph: Κύριε Διευθυντά,: [862, 1077, 956, 1090]
paragraph: Ὁ δὲ καθηγητὴς τοῦ Γυμνασίου κ. Ἀδαμόπουλος ἐπίσης ἔχει κομμουνιστικὰς ἰδέας καὶ διδάσκει εἰς τοὺς μαθητάς του. Οἱ γονεῖς ἀνησυχοῦν.: [1048, 975, 1273, 1027]
paragraph: Ἐπὶ ἀδελφὸς μου φίλος, Ἔλαβον τὴν ἐπιστολὴν σας καὶ εὐχαριστῶ διὰ τὰς εὐχάς σας. Ἀλλ᾽ ἐπιτρέψατέ μοι νὰ σας ὁμιλήσω μὲ εἰλικρίνειαν. Τὸ μέλλον τῆς Ἑλλάδος δὲν ἐξαρτᾶται ἀπὸ ἕνα ἄνθρωπον, ἀλλ᾽ ἀπὸ ὅλον τὸν λαόν.: [793, 1198, 1025, 1276]
telegram-date: 16|29 Σεπτεμβρίου 1916 Νο 573.: [580, 331, 758, 343]
paragraph: Περὶ τῆς γεννηθείσης ἐντυπώσεως ἐκ τοῦ ὑπομνήματος τούτου μεταξὺ τῶν κύκλων τῆς Κοινωνίας τῶν Ἐθνῶν οὐδὲν εἶσέτι θετικὸν ἐγνώσθη. Ἐπὶ τοῦ ὑπομνήματος τούτου θέλει ἀποφανθῇ τὸ Συμβούλιον τῆς Κοινωνίας τῶν Ἐθνῶν ἐντὸς τοῦ προσεχοῦς Μαρτίου.: [108, 311, 319, 402]
paragraph: Ε) Διότι ὁ λαὸς ἡμῶν, ἐνστικτωδῶς ἀποκρούων πᾶσαν καινοτομίαν, δὲν ἀποδέχεται τὸ νέον ἡμερολόγιον καὶ ἐξακολουθεῖ νὰ ἑορτάζῃ κατὰ τὸ παλαιόν.: [1288, 595, 1513, 660]
signature: Π.: [1254, 1217, 1269, 1231]
date: 28—1—1925: [171, 173, 256, 189]
telegram-heading: ΚΡΥΠΤΟΓΡΑΦΙΚΟΝ ΤΗΛΕΓΡΑΦΗΜΑ ΤΟΥ ΕΝ ΑΘΗΝΑΙΣ ΠΡΕΣΒΕΥΤΟΥ: [562, 302, 776, 328]
paragraph: Ὁ λαὸς ἀναμένει παρὰ τῆς Ὑμετέρας Ἐξοχότητος τὴν ἀποκατάστασιν τῆς ἐκκλησιαστικῆς τάξεως. Ἡ ἑνότης τῆς πίστεως εἶναι ὑπεράνω πάσης σκοπιμότητος.: [1288, 984, 1513, 1049]
